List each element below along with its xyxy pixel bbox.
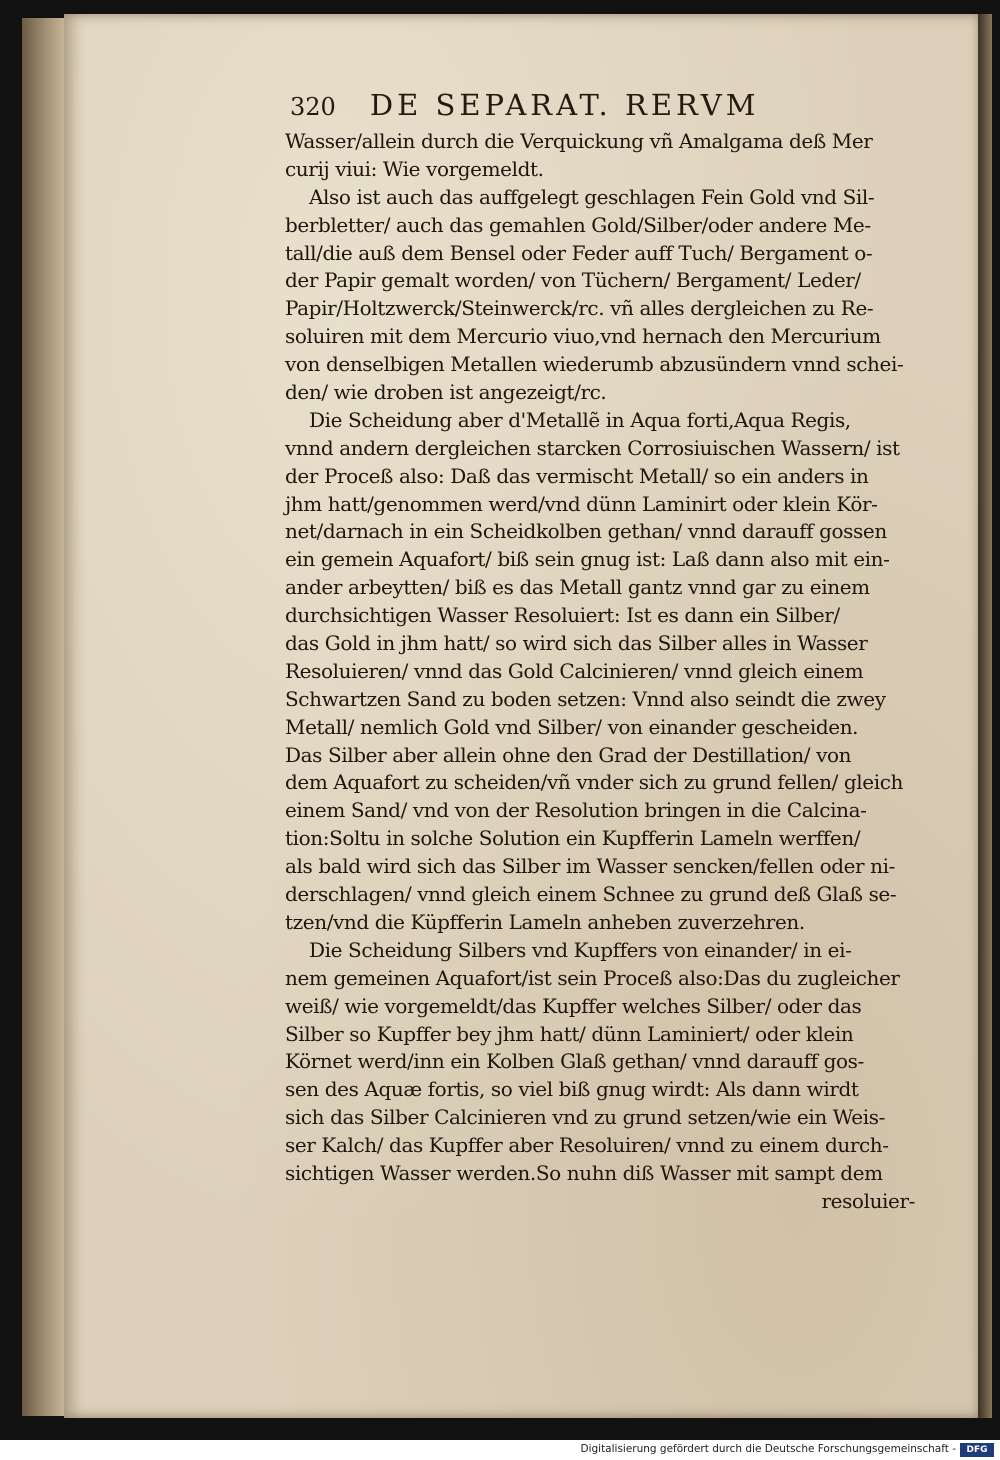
text-line: jhm hatt/genommen werd/vnd dünn Laminirt oder klein Kör- xyxy=(285,491,878,516)
text-line: net/darnach in ein Scheidkolben gethan/ vnnd darauff gossen xyxy=(285,519,887,544)
page-number: 320 xyxy=(290,93,336,121)
text-line: tion:Soltu in solche Solution ein Kupfferin Lameln werffen/ xyxy=(285,826,861,851)
text-line: soluiren mit dem Mercurio viuo,vnd hernach den Mercurium xyxy=(285,324,881,349)
text-line: Schwartzen Sand zu boden setzen: Vnnd also seindt die zwey xyxy=(285,686,886,711)
footer-credit: Digitalisierung gefördert durch die Deutsche Forschungsgemeinschaft - xyxy=(580,1443,956,1455)
text-line: berbletter/ auch das gemahlen Gold/Silber/oder andere Me- xyxy=(285,212,871,237)
text-line: tzen/vnd die Küpfferin Lameln anheben zuverzehren. xyxy=(285,909,805,934)
text-line: Resoluieren/ vnnd das Gold Calcinieren/ vnnd gleich einem xyxy=(285,658,864,683)
text-line: Körnet werd/inn ein Kolben Glaß gethan/ vnnd darauff gos- xyxy=(285,1049,864,1074)
text-line: Also ist auch das auffgelegt geschlagen Fein Gold vnd Sil- xyxy=(309,184,875,209)
text-line: nem gemeinen Aquafort/ist sein Proceß also:Das du zugleicher xyxy=(285,965,900,990)
text-line: sichtigen Wasser werden.So nuhn diß Wasser mit sampt dem xyxy=(285,1160,883,1185)
text-line: Das Silber aber allein ohne den Grad der Destillation/ von xyxy=(285,742,852,767)
text-line: ander arbeytten/ biß es das Metall gantz vnnd gar zu einem xyxy=(285,575,870,600)
text-line: derschlagen/ vnnd gleich einem Schnee zu grund deß Glaß se- xyxy=(285,882,897,907)
text-line: durchsichtigen Wasser Resoluiert: Ist es dann ein Silber/ xyxy=(285,603,840,628)
running-head: DE SEPARAT. RERVM xyxy=(369,88,760,122)
text-line: ser Kalch/ das Kupffer aber Resoluiren/ vnnd zu einem durch- xyxy=(285,1133,889,1158)
footer-bar xyxy=(0,1440,1000,1460)
text-line: der Proceß also: Daß das vermischt Metall/ so ein anders in xyxy=(285,463,869,488)
text-line: Metall/ nemlich Gold vnd Silber/ von einander gescheiden. xyxy=(285,714,859,739)
text-line: dem Aquafort zu scheiden/vñ vnder sich zu grund fellen/ gleich xyxy=(285,770,904,795)
text-line: Silber so Kupffer bey jhm hatt/ dünn Laminiert/ oder klein xyxy=(285,1021,854,1046)
page-header xyxy=(290,88,820,128)
text-line: curij viui: Wie vorgemeldt. xyxy=(285,156,544,181)
dfg-logo: DFG xyxy=(960,1443,994,1457)
text-line: Papir/Holtzwerck/Steinwerck/rc. vñ alles dergleichen zu Re- xyxy=(285,296,874,321)
body-text xyxy=(285,128,955,1216)
catchword: resoluier- xyxy=(821,1188,915,1213)
text-line: ein gemein Aquafort/ biß sein gnug ist: Laß dann also mit ein- xyxy=(285,547,890,572)
text-line: tall/die auß dem Bensel oder Feder auff Tuch/ Bergament o- xyxy=(285,240,873,265)
text-line: als bald wird sich das Silber im Wasser sencken/fellen oder ni- xyxy=(285,854,895,879)
text-line: Die Scheidung aber d'Metallẽ in Aqua forti,Aqua Regis, xyxy=(309,407,851,432)
text-line: sich das Silber Calcinieren vnd zu grund setzen/wie ein Weis- xyxy=(285,1105,885,1130)
text-line: Wasser/allein durch die Verquickung vñ Amalgama deß Mer xyxy=(285,129,873,153)
binding-strip xyxy=(978,14,992,1418)
text-line: sen des Aquæ fortis, so viel biß gnug wirdt: Als dann wirdt xyxy=(285,1077,859,1102)
text-line: der Papir gemalt worden/ von Tüchern/ Bergament/ Leder/ xyxy=(285,268,861,293)
text-line: Die Scheidung Silbers vnd Kupffers von einander/ in ei- xyxy=(309,937,852,962)
text-line: einem Sand/ vnd von der Resolution bringen in die Calcina- xyxy=(285,798,867,823)
text-line: das Gold in jhm hatt/ so wird sich das Silber alles in Wasser xyxy=(285,631,868,656)
text-line: von denselbigen Metallen wiederumb abzusündern vnnd schei- xyxy=(285,352,904,377)
text-line: den/ wie droben ist angezeigt/rc. xyxy=(285,380,607,405)
text-line: vnnd andern dergleichen starcken Corrosiuischen Wassern/ ist xyxy=(285,435,900,460)
text-line: weiß/ wie vorgemeldt/das Kupffer welches Silber/ oder das xyxy=(285,993,862,1018)
page-edge-left xyxy=(22,18,66,1416)
